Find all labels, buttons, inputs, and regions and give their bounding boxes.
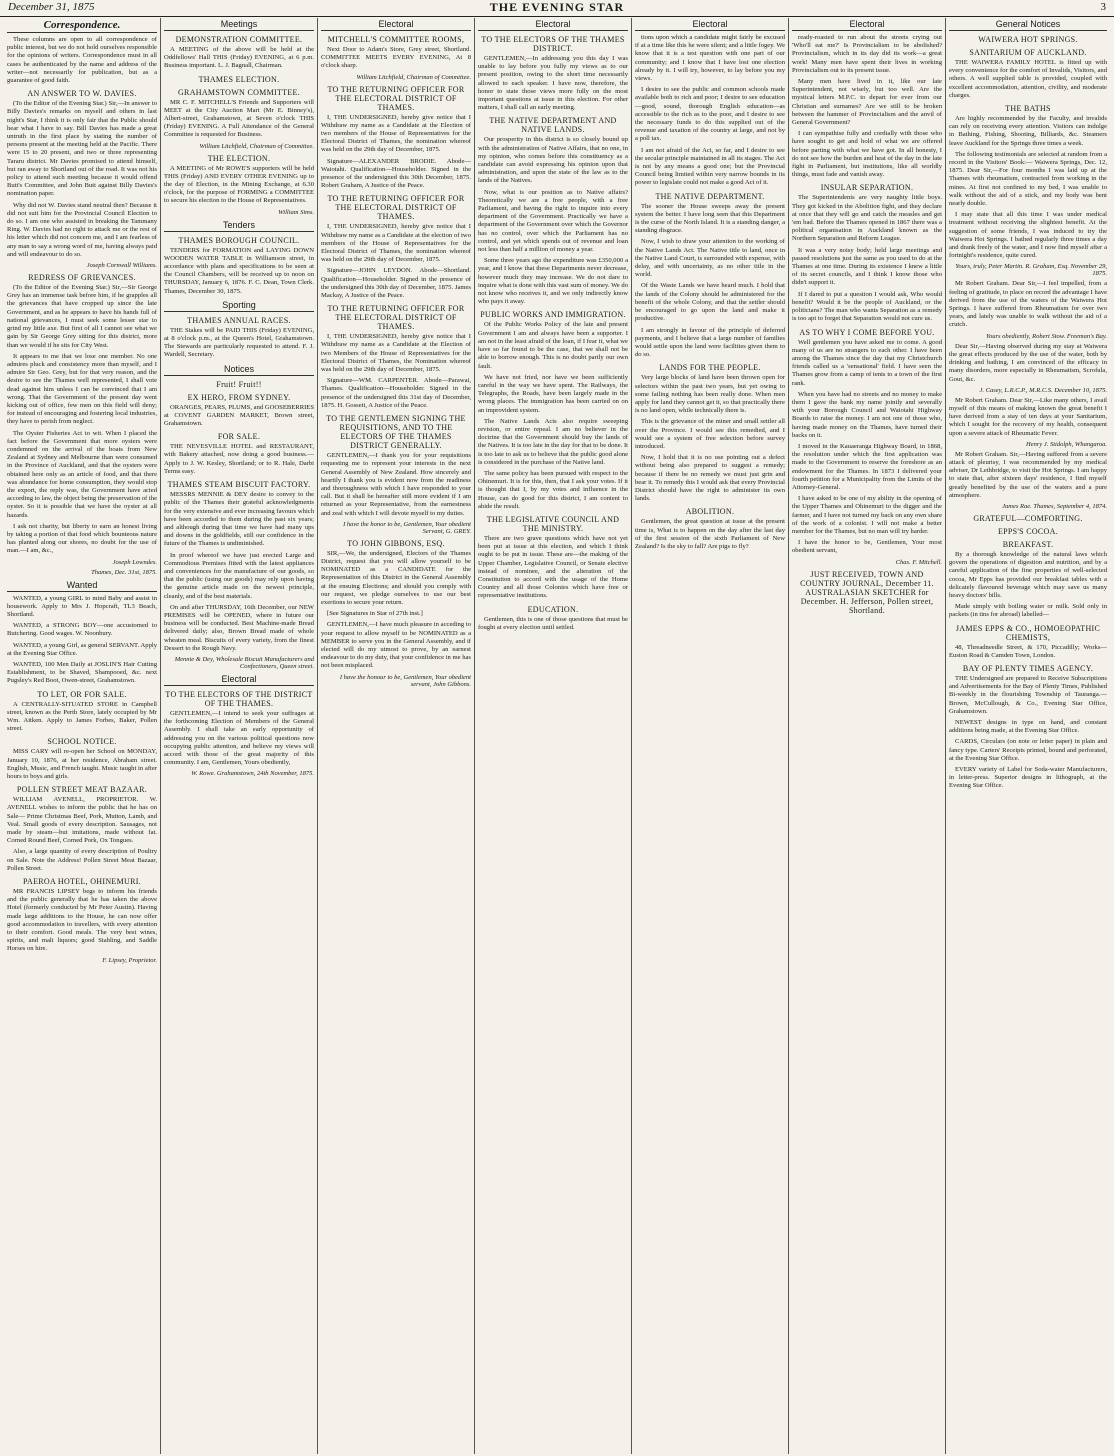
paragraph: I can sympathise fully and cordially with those who have sought to get and hold of what we are offered before parting with what we have got. In all honesty, I do not see how the burden and heat of the day in the late fight in Parliament, but institutions, like all worldly things, must fade and vanish away. [792, 130, 942, 179]
column-section-header: Wanted [7, 579, 157, 592]
section-heading: DEMONSTRATION COMMITTEE. [175, 35, 303, 44]
section-heading: POLLEN STREET MEAT BAZAAR. [16, 785, 148, 795]
paragraph: Next Door to Adam's Store, Grey street, Shortland. COMMITTEE MEETS EVERY EVENING, At 8 o'clock sharp. [321, 46, 471, 70]
paragraph: Made simply with boiling water or milk. Sold only in packets (in tins for abroad) labelled— [949, 603, 1107, 619]
paragraph: This is the grievance of the miner and small settler all over the Province. I would see this remedied, and I would see a system of free selection before survey introduced. [635, 418, 785, 450]
paragraph: WILLIAM AVENELL, PROPRIETOR. W. AVENELL wishes to inform the public that he has on Sale— Prime Christmas Beef, Pork, Mutton, Lamb, and Veal. Small goods of every description. Sausages, not made by steam—but imitations, made without fat. Corned Round Beef, Corned Pork, Ox Tongues. [7, 796, 157, 845]
section-heading: PAEROA HOTEL, OHINEMURI. [22, 877, 142, 887]
section-heading: TO THE ELECTORS OF THE THAMES DISTRICT. [481, 35, 625, 53]
column-header: Correspondence. [7, 18, 157, 33]
paragraph: Some three years ago the expenditure was £350,000 a year, and I know that these Departments never decrease, however much they may increase. We do not dare to inquire what is done with this vast sum of money. We do not know who receives it, and we only indirectly know who pays it away. [478, 257, 628, 306]
section-heading: THAMES STEAM BISCUIT FACTORY. [167, 480, 311, 490]
paragraph: Our prosperity in this district is so closely bound up with the administration of Native Affairs, that no one, in my opinion, who comes before this constituency as a candidate can avoid expressing his opinion upon that administration, and upon the state of the law as to the lands of the Natives. [478, 136, 628, 185]
page-columns [4, 18, 1110, 1454]
section-heading: WAIWERA HOT SPRINGS. [978, 35, 1078, 44]
paragraph: I desire to see the public and common schools made available both to rich and poor; I desire to see education—good, sound, thorough English education—as accessible to the rich as to the poor, and I desire to see the necessary funds to do this supplied out of the revenue and taxation of the country at large, and not by a poll tax. [635, 86, 785, 143]
paragraph: I ask not charity, but liberty to earn an honest living by taking a portion of that food which bounteous nature has planted along our shores, no doubt for the use of man.—I am, &c., [7, 522, 157, 555]
paragraph: GENTLEMEN,—I thank you for your requisitions requesting me to represent your interests in the next General Assembly of New Zealand. How sincerely and heartily I thank you is evident now from the readiness and thoroughness with which I have responded to your call. But it shall be hereafter still more evident if I am returned as your Representative, from the earnestness and zeal with which I will devote myself to my duties. [321, 452, 471, 517]
paragraph: WANTED, a STRONG BOY—one accustomed to Butchering. Good wages. W. Noonbury. [7, 622, 157, 638]
signature: William Litchfield, Chairman of Committee. [356, 73, 471, 81]
signature: Yours obediently, Robert Stow. Freeman's Bay. [985, 332, 1107, 340]
section-heading: TO THE RETURNING OFFICER FOR THE ELECTORAL DISTRICT OF THAMES. [327, 304, 465, 332]
paragraph: A MEETING of the above will be held at the Oddfellows' Hall THIS (Friday) EVENING, at 6 p.m. Business important. L. J. Bagnall, Chairman. [164, 46, 314, 70]
paragraph: EVERY variety of Label for Soda-water Manufacturers, in letter-press. Superior designs in lithograph, at the Evening Star Office. [949, 766, 1107, 790]
paragraph: Now, what is our position as to Native affairs? Theoretically we are a free people, with a free Parliament, and having the right to inquire into every department of the Government. Practically we have a department of the Government over which the Governor has no control, over which the Parliament has no control, and yet which spends out of revenue and loan not less than half a million of money a year. [478, 188, 628, 254]
paragraph: I, THE UNDERSIGNED, hereby give notice that I Withdraw my name as a Candidate at the election of two members of the House of Representatives for the Electoral District of Thames, the nomination whereof was held on the 29th day of December, 1875. [321, 223, 471, 264]
column-6 [789, 18, 946, 1454]
column-header: Electoral [321, 18, 471, 31]
column-header: Electoral [635, 18, 785, 31]
section-heading: MITCHELL'S COMMITTEE ROOMS, [327, 35, 465, 44]
paragraph: Gentlemen, this is one of those questions that must be fought at every election until settled. [478, 615, 628, 631]
paragraph: THE Undersigned are prepared to Receive Subscriptions and Advertisements for the Bay of Plenty Times, Published Bi-weekly in the flourishing Township of Tauranga.— Brown, McCullough, & Co., Evening Star Office, Grahamstown. [949, 674, 1107, 715]
paragraph: WANTED, a young Girl, as general SERVANT. Apply at the Evening Star Office. [7, 641, 157, 657]
paragraph: The Superintendents are very naughty little boys. They got kicked in the Abolition fight, and they declare at once that they will go and catch the measles and get 'em bad. Before the Thames opened in 1867 there was a political organisation in Auckland known as the Northern Separation and Reform League. [792, 194, 942, 243]
paragraph: The Oyster Fisheries Act to wit. When I placed the fact before the Government that more oysters were condemned on the arrival of the boats from New Zealand at Sydney and Melbourne than were consumed in the Province of Auckland, and that the oysters were obtained here only as an article of food, and that there was abundance for home consumption, they would stop the export, the reply was, the Government have acted according to law, the object being the preservation of the oyster. So it is possible that we have the oyster at all hazards. [7, 429, 157, 519]
signature: F. Lipsey, Proprietor. [102, 956, 157, 964]
paragraph: If I dared to put a question I would ask, Who would benefit? Would it be the people of Auckland, or the politicians? The man who wants Separation as a remedy is too apt to forget that Separation would not cure us. [792, 290, 942, 323]
section-heading: THE NATIVE DEPARTMENT AND NATIVE LANDS. [489, 116, 617, 135]
paragraph: It appears to me that we lose one member. No one admires pluck and consistency more than myself, and I admire Sir Geo. Grey, but for that very reason, and the desire to see the Thames well represented, I shall vote dead against him unless I can be convinced that I am wrong. That the Government of the present day went kicking out of office, few men on this field will deny; for instead of encouraging and fostering local industries, they have to perish from neglect. [7, 352, 157, 426]
section-heading: THE BATHS [1005, 104, 1051, 114]
signature: J. Casey, L.R.C.P., M.R.C.S. December 10, 1875. [979, 386, 1107, 394]
paragraph: I have the honor to be, Gentlemen, Your most obedient servant, [792, 539, 942, 555]
section-heading: TO THE RETURNING OFFICER FOR THE ELECTORAL DISTRICT OF THAMES. [327, 194, 465, 222]
paragraph: Dear Sir,—Having observed during my stay at Waiwera the great effects produced by the use of the water, both by drinking and bathing, I am convinced of the efficacy in many disorders, more especially in Rheumatism, Scrofula, Gout, &c. [949, 342, 1107, 383]
signature: William Sims. [278, 208, 314, 216]
section-heading: AS TO WHY I COME BEFORE YOU. [799, 327, 935, 337]
paragraph: MISS CARY will re-open her School on MONDAY, January 10, 1876, at her residence, Abraham street. English, Music, and French taught. Music taught in after hours to boys and girls. [7, 748, 157, 781]
paragraph: Mr Robert Graham. Sir,—Having suffered from a severe attack of pleurisy, I was recommended by my medical adviser, Dr Lethbridge, to visit the Hot Springs. I am happy to state that, after sixteen days' residence, I find myself greatly benefited by the use of the waters and a pure atmosphere. [949, 450, 1107, 499]
paragraph: The sooner the House sweeps away the present system the better. I have long seen that this Department is the curse of the North Island. It is a standing danger, a standing disgrace. [635, 202, 785, 235]
paragraph: GENTLEMEN,—I intend to seek your suffrages at the forthcoming Election of Members of the General Assembly. I shall take an early opportunity of addressing you on the various political questions now occupying public attention, and believe my views will accord with those of the great majority of this community. I am, Gentlemen, Yours obediently, [164, 709, 314, 767]
paragraph: tions upon which a candidate might fairly be excused if at a time like this he were silent; and a little fogey. We know that it is a test question with one part of our community; and I know that I have lost one election already by it. I will try, however, to lay before you my views. [635, 34, 785, 83]
paragraph: There are two grave questions which have not yet been put at issue at this election, and which I think ought to be put in issue. These are—the making of the Upper Chamber, Legislative Council, or Senate elective instead of nominee, and the alteration of the Constitution to accord with the usage of the Home Country and all those Colonies which have free or representative institutions. [478, 534, 628, 600]
signature: I have the honor to be, Gentlemen, Your obedient Servant, G. GREY. [343, 520, 471, 535]
paragraph: ready-roasted to run about the streets crying out 'Who'll eat me?' Is Provincialism to be abolished? Provincialism, which in its day did its work—a great work! Many men have spent their lives in working Provincialism out to its present issue. [792, 34, 942, 74]
paragraph: I am strongly in favour of the principle of deferred payments, and I believe that a large number of families would settle upon the land were facilities given them to do so. [635, 326, 785, 359]
section-heading: THAMES ELECTION. [198, 74, 280, 84]
paragraph: In proof whereof we have just erected Large and Commodious Premises fitted with the latest appliances and conveniences for the manufacture of our goods, so that the public (using our goods) may rely upon having the genuine article made on the newest principle, cleanly, and of the best materials. [164, 551, 314, 600]
paragraph: MR C. F. MITCHELL'S Friends and Supporters will MEET at the City Auction Mart (Mr E. Binney's), Albert-street, Grahamstown, at Seven o'clock THIS (Friday) EVENING. A Full Attendance of the General Committee is requested for Business. [164, 98, 314, 139]
section-heading: ABOLITION. [685, 507, 735, 517]
section-heading: JAMES EPPS & CO., HOMOEOPATHIC CHEMISTS, [955, 623, 1101, 642]
paragraph: CARDS, Circulars (on note or letter paper) in plain and fancy type. Carters' Receipts printed, bound and perforated, at the Evening Star Office. [949, 738, 1107, 762]
paragraph: GENTLEMEN,—I have much pleasure in acceding to your request to allow myself to be NOMINATED as a MEMBER to serve you in the General Assembly, and if elected will do my utmost to prove, by an earnest endeavour to do my duty, that your confidence in me has not been misplaced. [321, 621, 471, 670]
column-1 [4, 18, 161, 1454]
paragraph: By a thorough knowledge of the natural laws which govern the operations of digestion and nutrition, and by a careful application of the fine properties of well-selected cocoa, Mr Epps has provided our breakfast tables with a delicately flavoured beverage which may save us many heavy doctors' bills. [949, 550, 1107, 599]
section-heading: THAMES BOROUGH COUNCIL. [178, 235, 300, 245]
column-5 [632, 18, 789, 1454]
column-3 [318, 18, 475, 1454]
paragraph: WANTED, a young GIRL to mind Baby and assist in housework. Apply to Mrs J. Hopcraft, TL3 Beach, Shortland. [7, 594, 157, 618]
paragraph: Signature—JOHN LEYDON. Abode—Shortland. Qualification—Householder. Signed in the presence of the undersigned this 30th day of December, 1875. James Mackay, A Justice of the Peace. [321, 267, 471, 300]
section-heading: AN ANSWER TO W. DAVIES. [27, 89, 137, 99]
signature: William Litchfield, Chairman of Committee. [199, 142, 314, 150]
paragraph: TENDERS for FORMATION and LAYING DOWN WOODEN WATER TABLE in Williamson street, in accordance with plans and specifications to be seen at the Council Chambers, will be received up to noon on THURSDAY, January 6, 1876. F. C. Dean, Town Clerk. Thames, December 30, 1875. [164, 246, 314, 295]
paragraph: Signature—ALEXANDER BRODIE. Abode—Waiotahi. Qualification—Householder. Signed in the presence of the undersigned this 30th December, 1875. Robert Graham, A Justice of the Peace. [321, 157, 471, 190]
section-heading: PUBLIC WORKS AND IMMIGRATION. [480, 310, 626, 320]
section-heading: BAY OF PLENTY TIMES AGENCY. [962, 663, 1094, 673]
paragraph: I, THE UNDERSIGNED, hereby give notice that I Withdraw my name as a Candidate at the Election of two Members of the House of Representatives for the Electoral District of Thames, the Nomination whereof was held on the 29th day of December, 1875. [321, 333, 471, 374]
paragraph: I am not afraid of the Act, so far, and I desire to see the secular principle maintained in all its stages. The Act is not by any means a good one; but the Provincial Council being limited within very narrow bounds in its power to legislate could not make a good Act of it. [635, 146, 785, 187]
paragraph: Well gentlemen you have asked me to come. A good many of us are no strangers to each other. I have been among the Thames since the day that my Christchurch friends called us a 'sensational' field. I have seen the Thames grow from a camp of tents to a town of the first rank. [792, 338, 942, 387]
section-heading: INSULAR SEPARATION. [820, 183, 914, 193]
section-heading: THAMES ANNUAL RACES. [187, 315, 291, 325]
section-heading: SCHOOL NOTICE. [47, 737, 117, 747]
paragraph: It was a very noisy body; held large meetings and passed resolutions just the same as you used to do at the Thames at one time. During its existence I knew a little of its secret councils, and I think I know those who didn't support it. [792, 246, 942, 287]
paragraph: MESSRS MENNIE & DEY desire to convey to the public of the Thames their grateful acknowledgments for the very extensive and ever increasing favours which have been accorded to them during the past six years; and although during that time we have had many ups and downs in the goldfields, still our confidence in the future of the Thames is undiminished. [164, 491, 314, 548]
paragraph: (To the Editor of the Evening Star.) Sir,—Sir George Grey has an immense task before him, if he grapples all the grievances that have cropped up since the late Government, and as he appears to have his hands full of national grievances, I must seek some lesser star to grind my little axe. But first of all I cannot see what we gain by Sir George Grey sitting for this district, more than we would if he sits for City West. [7, 284, 157, 349]
paragraph: WANTED, 100 Men Daily at JOSLIN'S Hair Cutting Establishment, to be Shaved, Shampooed, &c. next Pugsley's Red Boot, Owen-street, Grahamstown. [7, 661, 157, 685]
masthead [0, 0, 1114, 17]
paragraph: I may state that all this time I was under medical treatment without receiving the slightest benefit. At the suggestion of some friends, I was induced to try the Waiwera Hot Springs. I bathed regularly three times a day and drank freely of the water, and I now find myself after a fortnight's residence, quite cured. [949, 211, 1107, 260]
section-heading: TO THE GENTLEMEN SIGNING THE REQUISITIONS, AND TO THE ELECTORS OF THE THAMES DISTRICT GENERALLY. [326, 414, 466, 451]
section-heading: GRATEFUL—COMFORTING. [973, 513, 1083, 523]
section-heading: EDUCATION. [527, 604, 579, 614]
column-header: Meetings [164, 18, 314, 31]
paragraph: [See Signatures in Star of 27th inst.] [327, 610, 423, 618]
column-2 [161, 18, 318, 1454]
column-header: Electoral [478, 18, 628, 31]
column-header: Electoral [792, 18, 942, 31]
signature: James Rae. Thames, September 4, 1874. [1002, 502, 1107, 510]
paragraph: I, THE UNDERSIGNED, hereby give notice that I Withdraw my name as a Candidate at the Election of two members of the House of Representatives for the Electoral District of Thames, the nomination whereof was held on the 29th day of December, 1875. [321, 113, 471, 154]
paragraph: I have asked to be one of my ability in the opening of the Upper Thames and Ohinemuri to the digger and the farmer, and I have not turned my back on any own share of the work of a colonist. I will not make a better member for the Thames, but no man will try harder. [792, 495, 942, 535]
section-heading: TO JOHN GIBBONS, ESQ. [347, 538, 445, 548]
newspaper-title: THE EVENING STAR [489, 0, 625, 14]
paragraph: Of the Waste Lands we have heard much. I hold that the lands of the Colony should be administered for the benefit of the whole Colony, and that the settler should be encouraged to go upon the land and make it productive. [635, 282, 785, 323]
paragraph: Are highly recommended by the Faculty, and invalids can rely on receiving every attention. Visitors can indulge in Bathing, Fishing, Shooting, Billiards, &c. Steamers leave Auckland for the Springs three times a week. [949, 115, 1107, 147]
paragraph: SIR,—We, the undersigned, Electors of the Thames District, request that you will allow yourself to be NOMINATED as a CANDIDATE for the Representation of this District in the General Assembly at the ensuing Elections; and should you comply with our request, we pledge ourselves to use our best exertions to secure your return. [321, 549, 471, 606]
paragraph: NEWEST designs in type on hand, and constant additions being made, at the Evening Star Office. [949, 718, 1107, 735]
column-section-header: Notices [164, 363, 314, 376]
paragraph: 48, Threadneedle Street, & 170, Piccadilly; Works—Euston Road & Camden Town, London. [949, 643, 1107, 659]
column-section-header: Sporting [164, 299, 314, 312]
section-heading: THE LEGISLATIVE COUNCIL AND THE MINISTRY. [486, 514, 620, 533]
paragraph: THE NEVESVILLE HOTEL and RESTAURANT, with Bakery attached, now doing a good business.—Apply to J. W. Kesley, Shortland; or to R. Hale, Darbi Terms easy. [164, 443, 314, 475]
section-heading: JUST RECEIVED, TOWN AND COUNTRY JOURNAL, December 11. AUSTRALASIAN SKETCHER for December. H. Jefferson, Pollen street, Shortland. [800, 569, 934, 615]
section-heading: TO THE ELECTORS OF THE DISTRICT OF THE THAMES. [165, 689, 313, 708]
signature: Henry J. Stidolph, Whangaroa. [1026, 440, 1107, 448]
paragraph: THE Stakes will be PAID THIS (Friday) EVENING, at 8 o'clock p.m., at the Queen's Hotel, Grahamstown. The Stewards are particularly requested to attend. F. J. Wardell, Secretary. [164, 326, 314, 359]
column-section-header: Electoral [164, 673, 314, 686]
paragraph: (To the Editor of the Evening Star.) Sir,—In answer to Billy Davies's remarks on myself and others in last night's Star, I think it is only fair that the Public should hear what I have to say. Bill Davies has made a great untruth in the first place by stating the number of persons present at the meeting held at the Pacific. There were 15 to 20 present, and two or three representing Tararu district. Mr Davies promised to attend himself, but ran away to Shortland out of the road. It was not his policy to attend such meeting because it would offend Butt's Committee, and John Butt against Billy Davies's nomination paper. [7, 100, 157, 198]
paragraph: MR FRANCIS LIPSEY begs to inform his friends and the public generally that he has taken the above Hotel (formerly conducted by Mr Peter Austin). Having made large additions to the House, he can now offer good accommodation to travellers, with every attention to their comfort. Good meals. The very best wines, spirits, and malt liquors; good Stabling, and Saddle Horses on hire. [7, 888, 157, 953]
section-heading: TO THE RETURNING OFFICER FOR THE ELECTORAL DISTRICT OF THAMES. [327, 84, 465, 112]
paragraph: I moved in the Kauaeranga Highway Board, in 1868, the resolution under which the first application was made to the Government to reserve the foreshore as an endowment for the Thames. In 1873 I delivered your fourth petition for a Municipality from the Limits of the Attorney-General. [792, 442, 942, 491]
column-section-header: Tenders [164, 219, 314, 232]
section-heading: REDRESS OF GRIEVANCES. [28, 273, 136, 283]
signature: Yours, truly, Peter Martin. R. Graham, Esq. November 29, 1875. [955, 263, 1107, 278]
issue-date: December 31, 1875 [8, 1, 95, 13]
signature: Mennie & Dey, Wholesale Biscuit Manufacturers and Confectioners, Queen street. [174, 655, 314, 670]
paragraph: THE WAIWERA FAMILY HOTEL is fitted up with every convenience for the comfort of Invalids, Visitors, and others. A well supplied table is provided, coupled with excellent accommodation, attention, civility, and moderate charges. [949, 59, 1107, 99]
section-heading: THE NATIVE DEPARTMENT. [655, 191, 765, 201]
paragraph: Mr Robert Graham. Dear Sir,—I feel impelled, from a feeling of gratitude, to place on record the advantage I have derived from the use of the waters of the Waiwera Hot Springs. I have suffered from Rheumatism for over two years, and lately was unable to walk without the aid of a crutch. [949, 280, 1107, 329]
paragraph: ORANGES, PEARS, PLUMS, and GOOSEBERRIES at COVENT GARDEN MARKET, Brown street, Grahamstown. [164, 403, 314, 428]
signature: I have the honour to be, Gentlemen, Your obedient servant, John Gibbons. [339, 673, 471, 688]
paragraph: Signature—WM. CARPENTER. Abode—Parawai, Thames. Qualification—Householder. Signed in the presence of the undersigned this 31st day of December, 1875. H. Gossett, A Justice of the Peace. [321, 377, 471, 409]
section-heading: Fruit! Fruit!! [216, 379, 262, 389]
column-4 [475, 18, 632, 1454]
page-number: 3 [1100, 1, 1106, 13]
paragraph: Of the Public Works Policy of the late and present Government I am and always have been a supporter. I am not in the least afraid of the loan, if I fear it, what we have so far found to be the case, that we shall not be able to borrow enough. This is no doubt partly our own fault. [478, 321, 628, 370]
paragraph: We have not fried, nor have we been sufficiently careful in the way we have spent. The Railways, the Telegraphs, the Roads, have been largely made in the wrong places. The immigration has been carried on on an improvident system. [478, 373, 628, 414]
section-heading: LANDS FOR THE PEOPLE. [659, 363, 761, 373]
paragraph: The same policy has been pursued with respect to the Ohinemuri. It is for this, then, that I ask your votes. If it is thought that I, by my votes and influence in the House, can do good for this district, I am content to abide the result. [478, 469, 628, 510]
signature: Chas. F. Mitchell. [895, 558, 942, 566]
paragraph: Mr Robert Graham. Dear Sir,—Like many others, I avail myself of this means of making known the great benefit I have derived from a stay of ten days at your Sanitarium, which I sought for the recovery of my health, consequent upon a severe attack of Rheumatic Fever. [949, 396, 1107, 437]
paragraph: The Native Lands Acts also require sweeping revision, or entire repeal. I am no believer in the doctrine that the Government should buy the lands of the Natives. It is too late in the day for that to be done. It is too late to ask us to believe that the public good alone is considered in the purchase of the Native land. [478, 417, 628, 466]
paragraph: Many men have lived in it, like our late Superintendent, not wisely, but too well. Are the mystical letters M.P.C. to depart for ever from our Christian and surnames? Are we still to be broken between the hammer of Provincialism and the anvil of General Government? [792, 78, 942, 127]
section-heading: EPPS'S COCOA. [997, 526, 1059, 536]
section-heading: EX HERO, FROM SYDNEY. [187, 392, 291, 402]
paragraph: When you have had no streets and no money to make them I gave the bank my name jointly and severally with your Borough Council and Waiotahi Highway Boards to raise the money. I am not one of those who, having made money on the Thames, have turned their backs on it. [792, 390, 942, 439]
section-heading: BREAKFAST. [1002, 539, 1054, 549]
paragraph: Very large blocks of land have been thrown open for selectors within the past two years, but yet owing to some failing nothing has been really done. When men apply for land they cannot get it, so that practically there is no land open, while technically there is. [635, 374, 785, 415]
section-heading: SANITARIUM OF AUCKLAND. [969, 48, 1087, 57]
paragraph: Why did not W. Davies stand neutral then? Because it did not suit him for the Provincial Council Election to do so. I am one who assisted in breaking the Tammany Ring. W. Davies had no right to attack me or the rest of his letter which did not concern me, and I am fearless of any man to say a wrong word of me, having always paid and will endeavour to do so. [7, 201, 157, 258]
paragraph: On and after THURSDAY, 16th December, our NEW PREMISES will be OPENED, where in future our business will be conducted. Best Machine-made Bread delivered daily; also, Brown Bread made of whole wheaten meal. Biscuits of every variety, from the finest Dessert to the Rough Navy. [164, 603, 314, 652]
paragraph: A CENTRALLY-SITUATED STORE in Campbell street, known as the Perth Store, lately occupied by Mr Wm. Aitken. Apply to James Forbes, Baker, Pollen street. [7, 700, 157, 733]
section-heading: GRAHAMSTOWN COMMITTEE. [177, 87, 300, 97]
column-7 [946, 18, 1110, 1454]
signature: Joseph Lowndes. [112, 558, 157, 566]
paragraph: The following testimonials are selected at random from a record in the Visitors' Book:— Waiwera Springs, Dec. 12, 1875. Dear Sir,—For four months I was laid up at the Thames with rheumatism, contracted from working in the mines. At first not confined to my bed, I was unable to walk without the aid of a stick, and my body was bent nearly double. [949, 150, 1107, 208]
paragraph: Also, a large quantity of every description of Poultry on Sale. Note the Address! Pollen Street Meat Bazaar, Pollen Street. [7, 848, 157, 872]
section-heading: THE ELECTION. [207, 153, 271, 163]
paragraph: GENTLEMEN,—In addressing you this day I was unable to lay before you fully my views as to our present position, owing to the short time necessarily allowed to each speaker. I have now, therefore, the honor to state those views more fully on the most important questions at issue in this election. For other matters, I shall call an early meeting. [478, 55, 628, 112]
signature: Thames, Dec. 31st, 1875. [91, 568, 157, 576]
section-heading: TO LET, OR FOR SALE. [37, 689, 127, 699]
section-heading: FOR SALE. [217, 432, 261, 442]
signature: Joseph Cornwall Williams. [86, 262, 157, 270]
paragraph: A MEETING of Mr ROWE'S supporters will be held THIS (Friday) AND EVERY OTHER EVENING up to the day of Election, in the Mining Exchange, at 6.30 o'clock, for the purpose of FORMING a COMMITTEE to secure his election to the House of Representatives. [164, 164, 314, 205]
paragraph: Now, I hold that it is no use pointing out a defect without being also prepared to suggest a remedy; because if there be no remedy we must just grin and bear it. To remedy this I would ask that every Provincial District should have the right to administer its own lands. [635, 454, 785, 503]
signature: W. Rowe. Grahamstown, 24th November, 1875. [191, 770, 314, 778]
paragraph: Now, I wish to draw your attention to the working of the Native Lands Act. The Native title to land, once in the Native Land Court, is surrounded with expense, with delay, and with uncertainty, as no other title in the world. [635, 238, 785, 279]
paragraph: These columns are open to all correspondence of public interest, but we do not hold ourselves responsible for the opinions of writers. Correspondence must in all cases be authenticated by the name and address of the writer—not necessarily for publication, but as a guarantee of good faith. [7, 36, 157, 85]
column-header: General Notices [949, 18, 1107, 31]
paragraph: Gentlemen, the great question at issue at the present time is, What is to happen on the day after the last day of the first session of the sixth Parliament of New Zealand? Is the sky to fall? Are pigs to fly? [635, 518, 785, 550]
